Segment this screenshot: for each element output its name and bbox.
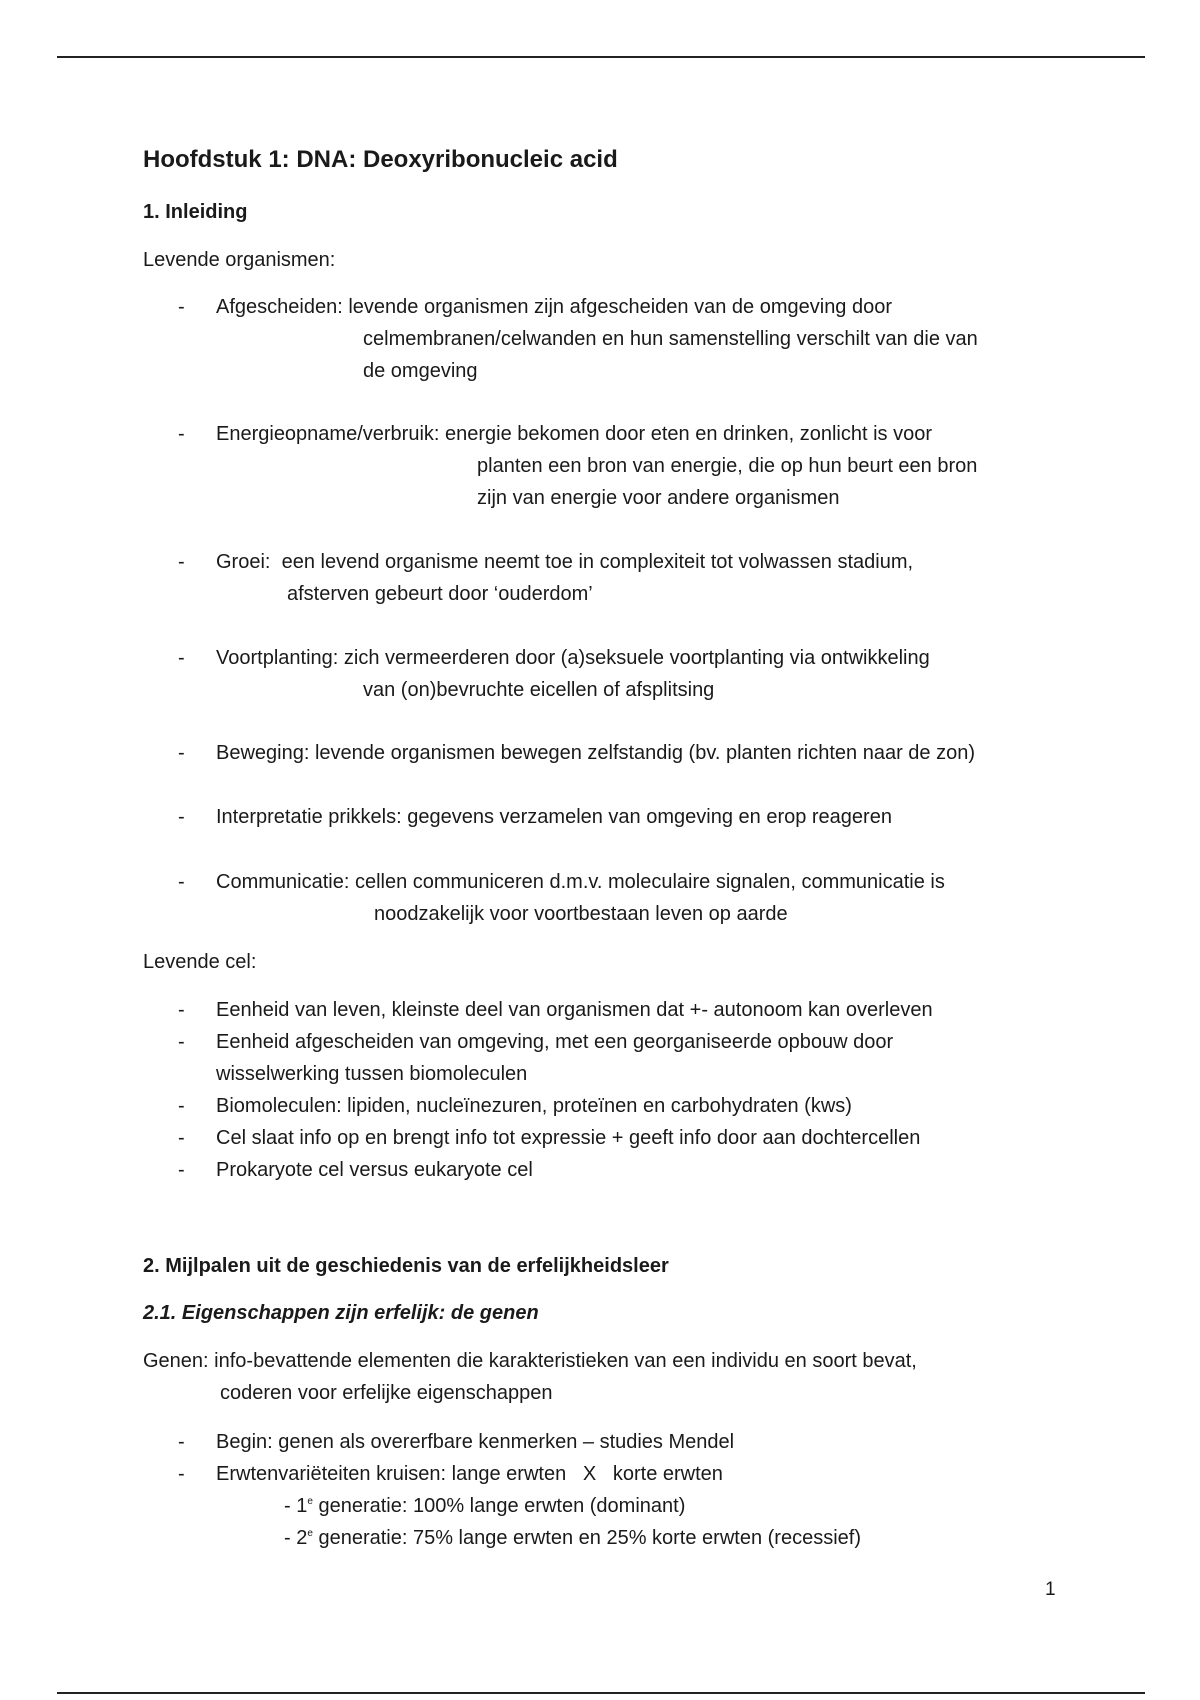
term: Genen: — [143, 1350, 209, 1372]
list-bullet: - — [178, 296, 185, 318]
list-bullet: - — [178, 1031, 185, 1053]
page-number: 1 — [1045, 1579, 1056, 1600]
continuation-line: afsterven gebeurt door ‘ouderdom’ — [287, 583, 593, 605]
intro-levende-organismen: Levende organismen: — [143, 249, 336, 271]
subsection-heading-genen: 2.1. Eigenschappen zijn erfelijk: de genen — [143, 1302, 539, 1324]
list-item-interpretatie-prikkels — [216, 801, 892, 833]
cel-item: Cel slaat info op en brengt info tot expressie + geeft info door aan dochtercellen — [216, 1127, 921, 1149]
definition: een levend organisme neemt toe in complexiteit tot volwassen stadium, — [281, 551, 914, 573]
continuation-line: planten een bron van energie, die op hun beurt een bron — [477, 455, 978, 477]
section-heading-mijlpalen: 2. Mijlpalen uit de geschiedenis van de erfelijkheidsleer — [143, 1255, 669, 1277]
term: Beweging: — [216, 742, 310, 764]
gen-prefix: - 1 — [284, 1495, 308, 1517]
footer-rule — [57, 1692, 1145, 1694]
list-bullet: - — [178, 806, 185, 828]
intro-levende-cel: Levende cel: — [143, 951, 257, 973]
ordinal-suffix: e — [307, 1528, 313, 1539]
list-item-groei — [216, 546, 913, 578]
genen-definition — [143, 1345, 917, 1377]
ordinal-suffix: e — [307, 1496, 313, 1507]
term: Interpretatie prikkels: — [216, 806, 402, 828]
definition: levende organismen bewegen zelfstandig (bv. planten richten naar de zon) — [314, 742, 976, 764]
term: Voortplanting: — [216, 647, 339, 669]
term: Afgescheiden: — [216, 296, 343, 318]
list-bullet: - — [178, 1095, 185, 1117]
list-bullet: - — [178, 742, 185, 764]
list-bullet: - — [178, 1127, 185, 1149]
list-bullet: - — [178, 1159, 185, 1181]
list-item-energieopname — [216, 418, 932, 450]
list-item-voortplanting — [216, 642, 930, 674]
gen-text: generatie: 75% lange erwten en 25% korte erwten (recessief) — [312, 1527, 861, 1549]
term: Energieopname/verbruik: — [216, 423, 440, 445]
list-bullet: - — [178, 1431, 185, 1453]
cel-item: Biomoleculen: lipiden, nucleïnezuren, proteïnen en carbohydraten (kws) — [216, 1095, 852, 1117]
continuation-line: wisselwerking tussen biomoleculen — [216, 1063, 528, 1085]
continuation-line: zijn van energie voor andere organismen — [477, 487, 840, 509]
continuation-line: coderen voor erfelijke eigenschappen — [220, 1382, 553, 1404]
term: Communicatie: — [216, 871, 350, 893]
list-bullet: - — [178, 1463, 185, 1485]
generation-1 — [284, 1490, 685, 1522]
list-bullet: - — [178, 551, 185, 573]
mendel-item: Erwtenvariëteiten kruisen: lange erwten X korte erwten — [216, 1463, 723, 1485]
continuation-line: de omgeving — [363, 360, 478, 382]
list-bullet: - — [178, 423, 185, 445]
definition: info-bevattende elementen die karakteristieken van een individu en soort bevat, — [214, 1350, 917, 1372]
mendel-item: Begin: genen als overerfbare kenmerken – studies Mendel — [216, 1431, 735, 1453]
continuation-line: noodzakelijk voor voortbestaan leven op aarde — [374, 903, 788, 925]
list-bullet: - — [178, 647, 185, 669]
cel-item: Prokaryote cel versus eukaryote cel — [216, 1159, 533, 1181]
cel-item: Eenheid afgescheiden van omgeving, met een georganiseerde opbouw door — [216, 1031, 894, 1053]
term: Groei: — [216, 551, 271, 573]
definition: energie bekomen door eten en drinken, zonlicht is voor — [445, 423, 932, 445]
gen-prefix: - 2 — [284, 1527, 308, 1549]
section-heading-inleiding: 1. Inleiding — [143, 201, 248, 223]
definition: zich vermeerderen door (a)seksuele voortplanting via ontwikkeling — [343, 647, 930, 669]
definition: cellen communiceren d.m.v. moleculaire signalen, communicatie is — [354, 871, 945, 893]
list-item-afgescheiden — [216, 291, 892, 323]
gen-text: generatie: 100% lange erwten (dominant) — [312, 1495, 686, 1517]
definition: gegevens verzamelen van omgeving en erop reageren — [407, 806, 892, 828]
continuation-line: van (on)bevruchte eicellen of afsplitsing — [363, 679, 715, 701]
generation-2 — [284, 1522, 861, 1554]
definition: levende organismen zijn afgescheiden van de omgeving door — [348, 296, 893, 318]
chapter-title: Hoofdstuk 1: DNA: Deoxyribonucleic acid — [143, 146, 618, 173]
cel-item: Eenheid van leven, kleinste deel van organismen dat +- autonoom kan overleven — [216, 999, 933, 1021]
list-bullet: - — [178, 871, 185, 893]
list-item-communicatie — [216, 866, 945, 898]
continuation-line: celmembranen/celwanden en hun samenstelling verschilt van die van — [363, 328, 978, 350]
list-item-beweging — [216, 737, 975, 769]
list-bullet: - — [178, 999, 185, 1021]
